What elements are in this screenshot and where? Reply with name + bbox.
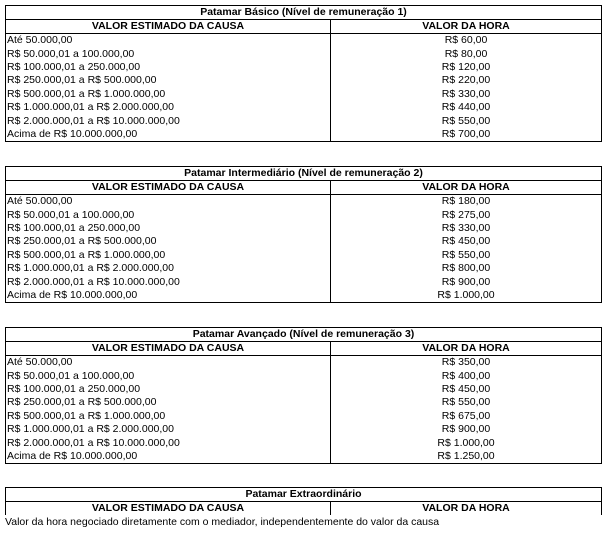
hourly-rate: R$ 60,00: [331, 34, 602, 48]
table-row: [6, 114, 602, 127]
cause-value-range: R$ 500.000,01 a R$ 1.000.000,00: [6, 249, 331, 262]
cause-value-range: R$ 2.000.000,01 a R$ 10.000.000,00: [6, 275, 331, 288]
table-row: [6, 383, 602, 396]
hourly-rate: R$ 330,00: [331, 88, 602, 101]
fee-table-intermediate: [5, 166, 602, 303]
table-row: [6, 289, 602, 303]
cause-value-range: R$ 1.000.000,01 a R$ 2.000.000,00: [6, 423, 331, 436]
table-title: Patamar Avançado (Nível de remuneração 3): [6, 328, 602, 342]
hourly-rate: R$ 350,00: [331, 356, 602, 370]
table-row: [6, 423, 602, 436]
cause-value-range: R$ 250.000,01 a R$ 500.000,00: [6, 235, 331, 248]
table-row: [6, 208, 602, 221]
hourly-rate: R$ 440,00: [331, 101, 602, 114]
hourly-rate: R$ 120,00: [331, 61, 602, 74]
cause-value-range: R$ 50.000,01 a 100.000,00: [6, 47, 331, 60]
hourly-rate: R$ 1.000,00: [331, 289, 602, 303]
cause-value-range: Acima de R$ 10.000.000,00: [6, 450, 331, 464]
hourly-rate: R$ 450,00: [331, 235, 602, 248]
cause-value-range: Acima de R$ 10.000.000,00: [6, 289, 331, 303]
table-row: [6, 128, 602, 142]
table-row: [6, 356, 602, 370]
cause-value-range: R$ 50.000,01 a 100.000,00: [6, 208, 331, 221]
hourly-rate: R$ 180,00: [331, 195, 602, 209]
table-row: [6, 450, 602, 464]
hourly-rate: R$ 675,00: [331, 410, 602, 423]
table-row: [6, 74, 602, 87]
column-header-price: VALOR DA HORA: [331, 181, 602, 195]
table-row: [6, 222, 602, 235]
table-title: Patamar Básico (Nível de remuneração 1): [6, 6, 602, 20]
hourly-rate: R$ 550,00: [331, 396, 602, 409]
table-title: Patamar Extraordinário: [6, 488, 602, 502]
table-row: [6, 410, 602, 423]
cause-value-range: Até 50.000,00: [6, 195, 331, 209]
table-row: [6, 34, 602, 48]
table-row: [6, 101, 602, 114]
column-header-price: VALOR DA HORA: [331, 342, 602, 356]
hourly-rate: R$ 1.250,00: [331, 450, 602, 464]
cause-value-range: R$ 250.000,01 a R$ 500.000,00: [6, 74, 331, 87]
hourly-rate: R$ 275,00: [331, 208, 602, 221]
cause-value-range: Até 50.000,00: [6, 34, 331, 48]
hourly-rate: R$ 80,00: [331, 47, 602, 60]
cause-value-range: Acima de R$ 10.000.000,00: [6, 128, 331, 142]
column-header-range: VALOR ESTIMADO DA CAUSA: [6, 181, 331, 195]
hourly-rate: R$ 700,00: [331, 128, 602, 142]
hourly-rate: R$ 220,00: [331, 74, 602, 87]
column-header-range: VALOR ESTIMADO DA CAUSA: [6, 502, 331, 516]
column-header-range: VALOR ESTIMADO DA CAUSA: [6, 20, 331, 34]
column-header-price: VALOR DA HORA: [331, 502, 602, 516]
hourly-rate: R$ 900,00: [331, 275, 602, 288]
cause-value-range: R$ 500.000,01 a R$ 1.000.000,00: [6, 410, 331, 423]
extraordinary-note: Valor da hora negociado diretamente com o mediador, independentemente do valor da causa: [5, 516, 440, 528]
table-row: [6, 436, 602, 449]
table-row: [6, 369, 602, 382]
table-title: Patamar Intermediário (Nível de remuneração 2): [6, 167, 602, 181]
cause-value-range: R$ 50.000,01 a 100.000,00: [6, 369, 331, 382]
table-row: [6, 396, 602, 409]
cause-value-range: R$ 250.000,01 a R$ 500.000,00: [6, 396, 331, 409]
hourly-rate: R$ 800,00: [331, 262, 602, 275]
cause-value-range: R$ 100.000,01 a 250.000,00: [6, 222, 331, 235]
table-row: [6, 47, 602, 60]
cause-value-range: R$ 100.000,01 a 250.000,00: [6, 383, 331, 396]
fee-table-advanced: [5, 327, 602, 464]
cause-value-range: R$ 2.000.000,01 a R$ 10.000.000,00: [6, 114, 331, 127]
hourly-rate: R$ 450,00: [331, 383, 602, 396]
hourly-rate: R$ 900,00: [331, 423, 602, 436]
table-row: [6, 275, 602, 288]
cause-value-range: R$ 1.000.000,01 a R$ 2.000.000,00: [6, 101, 331, 114]
table-row: [6, 262, 602, 275]
cause-value-range: R$ 1.000.000,01 a R$ 2.000.000,00: [6, 262, 331, 275]
cause-value-range: R$ 2.000.000,01 a R$ 10.000.000,00: [6, 436, 331, 449]
column-header-range: VALOR ESTIMADO DA CAUSA: [6, 342, 331, 356]
hourly-rate: R$ 1.000,00: [331, 436, 602, 449]
table-row: [6, 88, 602, 101]
cause-value-range: Até 50.000,00: [6, 356, 331, 370]
cause-value-range: R$ 500.000,01 a R$ 1.000.000,00: [6, 88, 331, 101]
hourly-rate: R$ 550,00: [331, 249, 602, 262]
hourly-rate: R$ 550,00: [331, 114, 602, 127]
cause-value-range: R$ 100.000,01 a 250.000,00: [6, 61, 331, 74]
table-row: [6, 249, 602, 262]
table-row: [6, 61, 602, 74]
fee-table-basic: [5, 5, 602, 142]
hourly-rate: R$ 330,00: [331, 222, 602, 235]
hourly-rate: R$ 400,00: [331, 369, 602, 382]
table-row: [6, 195, 602, 209]
table-row: [6, 235, 602, 248]
column-header-price: VALOR DA HORA: [331, 20, 602, 34]
fee-table-extraordinary: [5, 487, 602, 515]
